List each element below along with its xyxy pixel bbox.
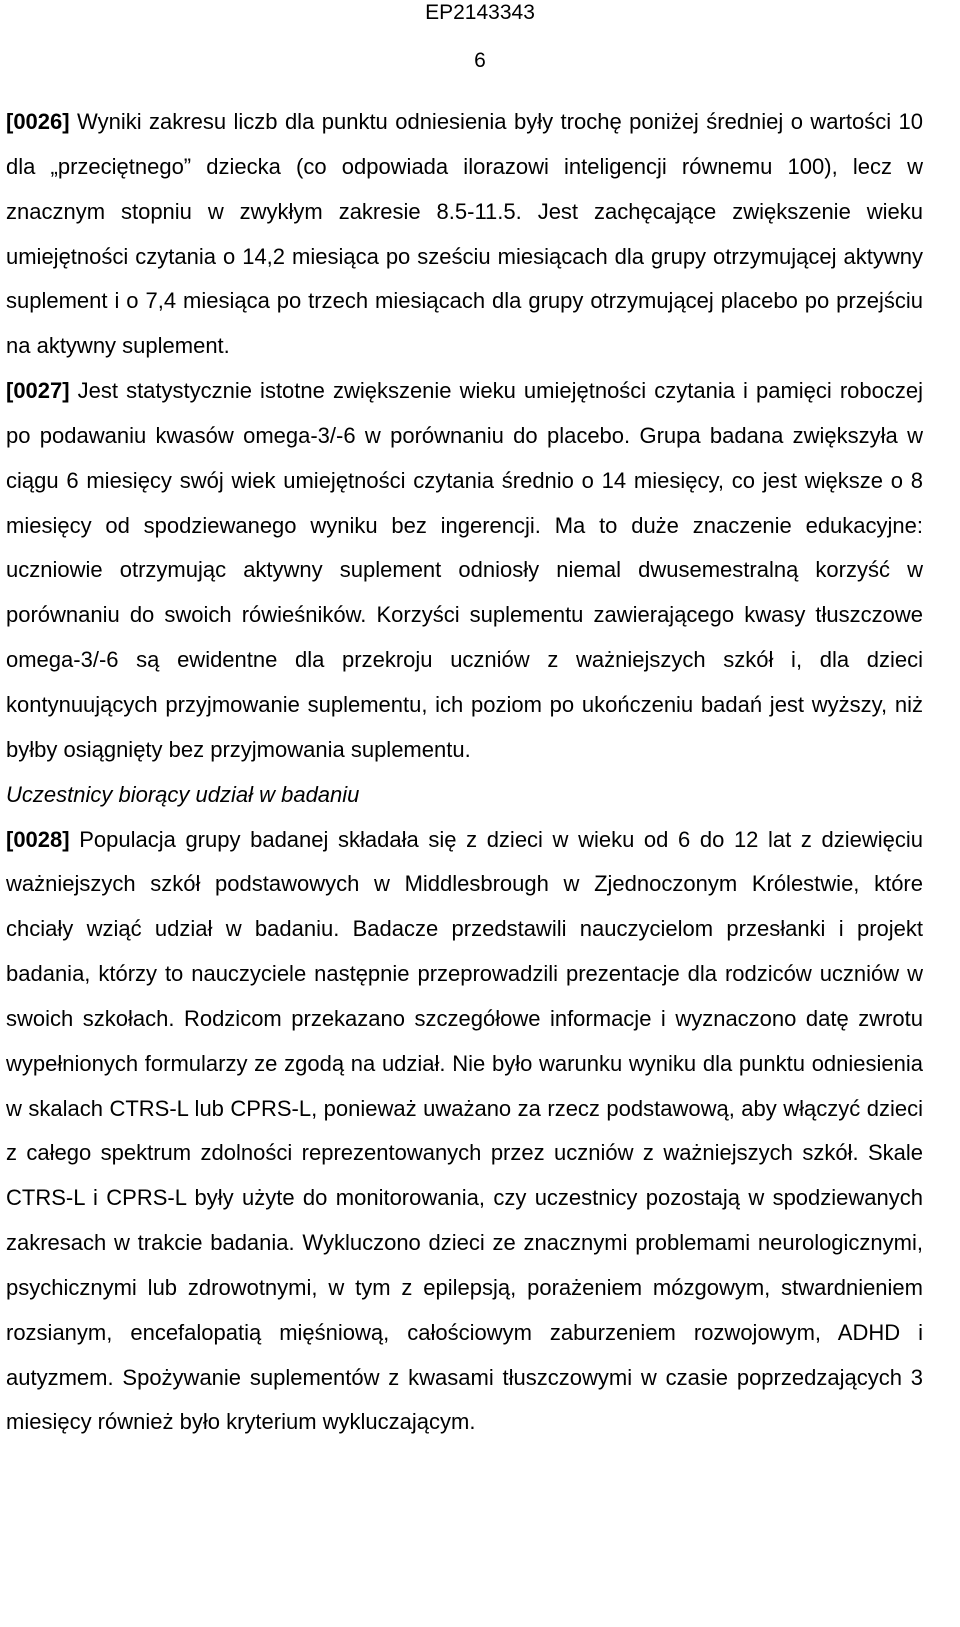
section-heading: Uczestnicy biorący udział w badaniu [6, 781, 360, 807]
paragraph-text: Wyniki zakresu liczb dla punktu odniesienia były trochę poniżej średniej o wartości 10 dla „przeciętnego” dziecka (co odpowiada ilorazowi inteligencji równemu 100), lecz w znacznym stopniu w zwykłym zakresie 8.5-11.5. Jest zachęcające zwiększenie wieku umiejętności czytania o 14,2 miesiąca po sześciu miesiącach dla grupy otrzymującej aktywny suplement i o 7,4 miesiąca po trzech miesiącach dla grupy otrzymującej placebo po przejściu na aktywny suplement. [6, 109, 923, 359]
paragraph-tag: [0026] [6, 109, 70, 134]
document-body [6, 100, 923, 1445]
paragraph-0028 [6, 818, 923, 1446]
paragraph-0027 [6, 369, 923, 773]
paragraph-text: Jest statystycznie istotne zwiększenie wieku umiejętności czytania i pamięci roboczej po podawaniu kwasów omega-3/-6 w porównaniu do placebo. Grupa badana zwiększyła w ciągu 6 miesięcy swój wiek umiejętności czytania średnio o 14 miesięcy, co jest większe o 8 miesięcy od spodziewanego wyniku bez ingerencji. Ma to duże znaczenie edukacyjne: uczniowie otrzymując aktywny suplement odniosły niemal dwusemestralną korzyść w porównaniu do swoich rówieśników. Korzyści suplementu zawierającego kwasy tłuszczowe omega-3/-6 są ewidentne dla przekroju uczniów z ważniejszych szkół i, dla dzieci kontynuujących przyjmowanie suplementu, ich poziom po ukończeniu badań jest wyższy, niż byłby osiągnięty bez przyjmowania suplementu. [6, 378, 923, 762]
paragraph-tag: [0027] [6, 378, 70, 404]
patent-id: EP2143343 [425, 1, 535, 24]
paragraph-0026 [6, 100, 923, 369]
paragraph-tag: [0028] [6, 826, 70, 852]
paragraph-text: Populacja grupy badanej składała się z dzieci w wieku od 6 do 12 lat z dziewięciu ważniejszych szkół podstawowych w Middlesbrough w Zjednoczonym Królestwie, które chciały wziąć udział w badaniu. Badacze przedstawili nauczycielom przesłanki i projekt badania, którzy to nauczyciele następnie przeprowadzili prezentacje dla rodziców uczniów w swoich szkołach. Rodzicom przekazano szczegółowe informacje i wyznaczono datę zwrotu wypełnionych formularzy ze zgodą na udział. Nie było warunku wyniku dla punktu odniesienia w skalach CTRS-L lub CPRS-L, ponieważ uważano za rzecz podstawową, aby włączyć dzieci z całego spektrum zdolności reprezentowanych przez uczniów z ważniejszych szkół. Skale CTRS-L i CPRS-L były użyte do monitorowania, czy uczestnicy pozostają w spodziewanych zakresach w trakcie badania. Wykluczono dzieci ze znacznymi problemami neurologicznymi, psychicznymi lub zdrowotnymi, w tym z epilepsją, porażeniem mózgowym, stwardnieniem rozsianym, encefalopatią mięśniową, całościowym zaburzeniem rozwojowym, ADHD i autyzmem. Spożywanie suplementów z kwasami tłuszczowymi w czasie poprzedzających 3 miesięcy również było kryterium wykluczającym. [6, 826, 923, 1435]
page-number: 6 [474, 49, 486, 72]
